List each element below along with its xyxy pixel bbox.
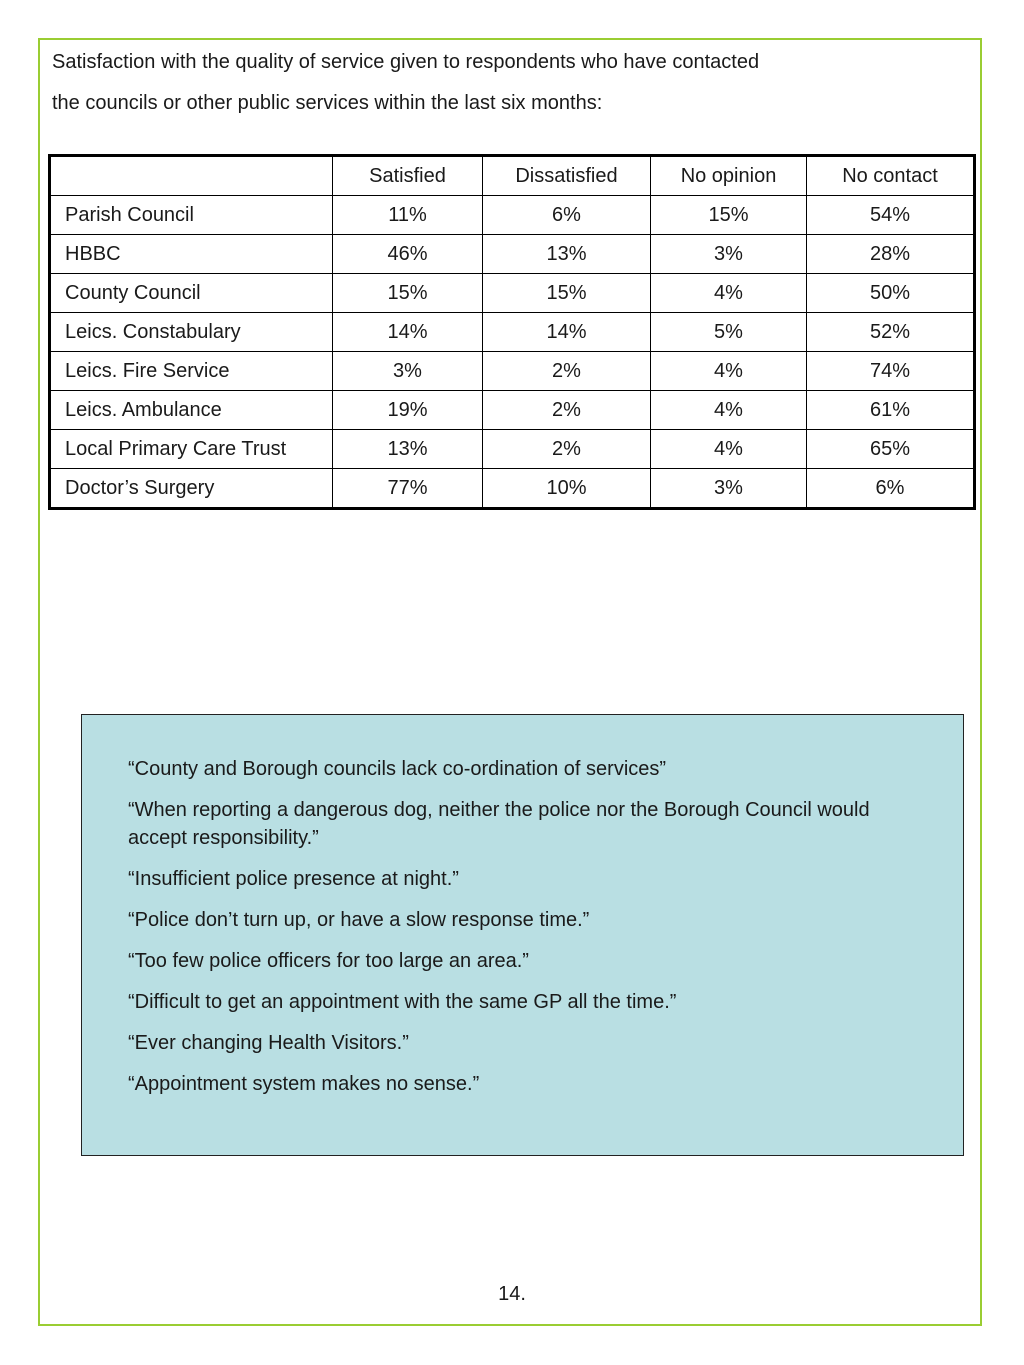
quote-item: “Ever changing Health Visitors.” [128, 1032, 409, 1054]
satisfied-cell: 13% [333, 430, 483, 469]
satisfied-cell: 11% [333, 196, 483, 235]
quotes-list [128, 755, 928, 1111]
table-row [50, 430, 975, 469]
quote-item: “Difficult to get an appointment with the same GP all the time.” [128, 991, 677, 1013]
satisfied-cell: 19% [333, 391, 483, 430]
dissatisfied-cell: 6% [483, 196, 651, 235]
no-contact-cell: 54% [807, 196, 975, 235]
no-contact-cell: 50% [807, 274, 975, 313]
no-contact-cell: 74% [807, 352, 975, 391]
header-dissatisfied: Dissatisfied [483, 156, 651, 196]
header-satisfied: Satisfied [333, 156, 483, 196]
no-contact-cell: 52% [807, 313, 975, 352]
quote-item: “When reporting a dangerous dog, neither the police nor the Borough Council would accept responsibility.” [128, 799, 870, 849]
dissatisfied-cell: 10% [483, 469, 651, 509]
table-row [50, 391, 975, 430]
intro-text [52, 42, 952, 124]
no-opinion-cell: 15% [651, 196, 807, 235]
page-number: 14. [498, 1283, 526, 1305]
satisfied-cell: 14% [333, 313, 483, 352]
quotes-box [81, 714, 964, 1156]
dissatisfied-cell: 14% [483, 313, 651, 352]
header-blank-cell [50, 156, 333, 196]
intro-line-1: Satisfaction with the quality of service given to respondents who have contacted [52, 51, 760, 73]
no-contact-cell: 61% [807, 391, 975, 430]
dissatisfied-cell: 2% [483, 430, 651, 469]
no-contact-cell: 6% [807, 469, 975, 509]
satisfied-cell: 3% [333, 352, 483, 391]
row-label: Local Primary Care Trust [50, 430, 333, 469]
no-opinion-cell: 4% [651, 352, 807, 391]
no-contact-cell: 28% [807, 235, 975, 274]
no-opinion-cell: 4% [651, 391, 807, 430]
satisfied-cell: 46% [333, 235, 483, 274]
row-label: Parish Council [50, 196, 333, 235]
no-opinion-cell: 3% [651, 235, 807, 274]
table-row [50, 352, 975, 391]
row-label: County Council [50, 274, 333, 313]
no-opinion-cell: 3% [651, 469, 807, 509]
no-contact-cell: 65% [807, 430, 975, 469]
quote-item: “Insufficient police presence at night.” [128, 868, 459, 890]
dissatisfied-cell: 15% [483, 274, 651, 313]
row-label: Leics. Constabulary [50, 313, 333, 352]
satisfied-cell: 77% [333, 469, 483, 509]
quote-item: “Appointment system makes no sense.” [128, 1073, 480, 1095]
no-opinion-cell: 4% [651, 430, 807, 469]
dissatisfied-cell: 13% [483, 235, 651, 274]
row-label: Doctor’s Surgery [50, 469, 333, 509]
table-header-row [50, 156, 975, 196]
dissatisfied-cell: 2% [483, 352, 651, 391]
no-opinion-cell: 5% [651, 313, 807, 352]
row-label: Leics. Fire Service [50, 352, 333, 391]
quote-item: “County and Borough councils lack co-ordination of services” [128, 758, 667, 780]
satisfaction-table [48, 154, 976, 510]
row-label: Leics. Ambulance [50, 391, 333, 430]
dissatisfied-cell: 2% [483, 391, 651, 430]
intro-line-2: the councils or other public services within the last six months: [52, 92, 603, 114]
header-no-contact: No contact [807, 156, 975, 196]
quote-item: “Too few police officers for too large an area.” [128, 950, 529, 972]
quote-item: “Police don’t turn up, or have a slow response time.” [128, 909, 590, 931]
table-row [50, 196, 975, 235]
row-label: HBBC [50, 235, 333, 274]
header-no-opinion: No opinion [651, 156, 807, 196]
table-row [50, 235, 975, 274]
satisfied-cell: 15% [333, 274, 483, 313]
table-row [50, 469, 975, 509]
table-row [50, 274, 975, 313]
table-row [50, 313, 975, 352]
no-opinion-cell: 4% [651, 274, 807, 313]
